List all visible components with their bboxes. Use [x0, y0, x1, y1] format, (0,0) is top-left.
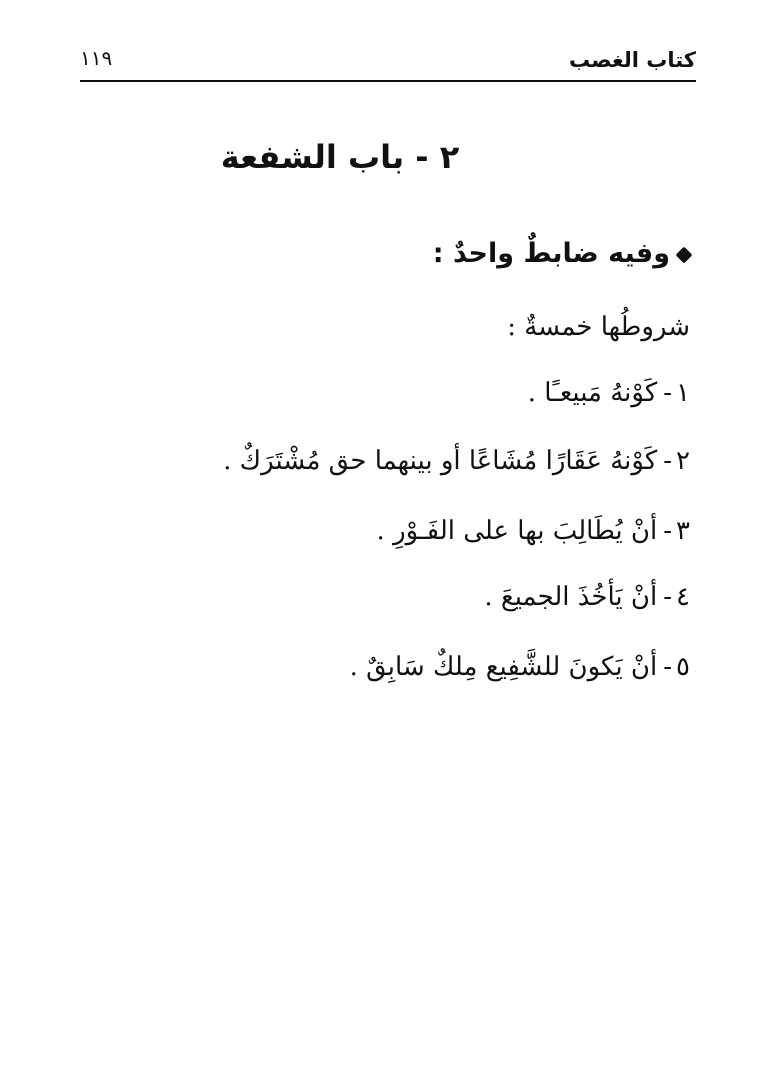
bullet-icon	[676, 246, 693, 263]
condition-item	[350, 652, 690, 682]
running-header	[80, 40, 696, 80]
condition-number: ١	[676, 378, 690, 408]
rule-heading-text: وفيه ضابطٌ واحدٌ :	[432, 238, 670, 269]
condition-item	[377, 516, 690, 546]
condition-text: كَوْنهُ مَبيعـًا .	[527, 378, 658, 408]
condition-dash: -	[663, 378, 673, 408]
condition-item	[223, 446, 690, 476]
condition-number: ٤	[676, 582, 690, 612]
rule-heading	[433, 238, 690, 269]
conditions-intro: شروطُها خمسةٌ :	[507, 312, 690, 342]
book-title: كتاب الغصب	[569, 48, 696, 72]
condition-text: أنْ يُطَالِبَ بها على الفَـوْرِ .	[376, 516, 658, 546]
condition-dash: -	[663, 516, 673, 546]
condition-item	[528, 378, 690, 408]
condition-text: أنْ يَكونَ للشَّفِيع مِلكٌ سَابِقٌ .	[349, 652, 658, 682]
condition-number: ٣	[676, 516, 690, 546]
condition-item	[484, 582, 690, 612]
page-number: ١١٩	[80, 46, 113, 70]
condition-number: ٢	[676, 446, 690, 476]
header-divider	[80, 80, 696, 82]
condition-number: ٥	[676, 652, 690, 682]
condition-text: كَوْنهُ عَقَارًا مُشَاعًا أو بينهما حق مُشْتَرَكٌ .	[223, 446, 658, 476]
condition-dash: -	[663, 446, 673, 476]
condition-dash: -	[663, 652, 673, 682]
condition-dash: -	[663, 582, 673, 612]
chapter-title: ٢ - باب الشفعة	[220, 138, 460, 176]
condition-text: أنْ يَأخُذَ الجميعَ .	[484, 582, 658, 612]
